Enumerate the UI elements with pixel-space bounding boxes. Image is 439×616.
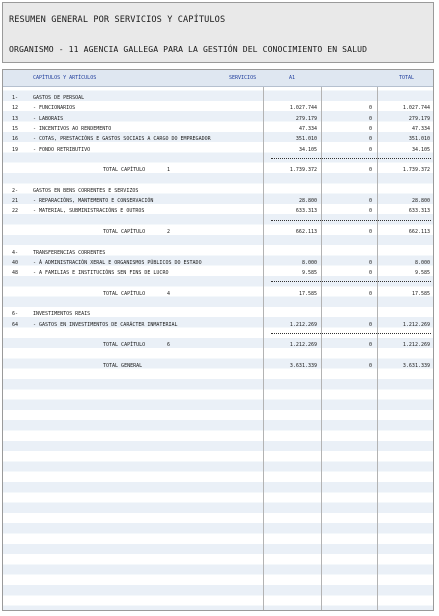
other-value: 0 [368,270,372,277]
row-code: 6- [12,311,19,318]
table-row [3,351,433,361]
a1-value: 1.212.269 [289,321,317,328]
row-description: - REPARACIÓNS, MANTEMENTO E CONSERVACIÓN [33,198,154,204]
a1-value: 8.000 [301,259,317,266]
total-value: 9.585 [414,270,430,277]
col-header-total: TOTAL [399,75,415,81]
a1-value: 34.105 [298,146,317,153]
other-value: 0 [368,342,372,349]
budget-table [2,69,434,611]
table-row [3,217,433,227]
other-value: 0 [368,228,372,235]
subtotal-separator [271,220,431,221]
a1-value: 351.010 [295,136,317,143]
a1-value: 47.334 [298,125,317,132]
a1-value: 1.212.269 [289,342,317,349]
row-description: GASTOS DE PERSOAL [33,95,85,101]
total-row [3,361,433,371]
row-code: 16 [12,136,19,143]
row-description: - GASTOS EN INVESTIMENTOS DE CARÁCTER INMATERIAL [33,321,178,328]
row-description: GASTOS EN BENS CORRENTES E SERVIZOS [33,187,139,194]
row-description: - A FAMILIAS E INSTITUCIÓNS SEN FINS DE LUCRO [33,270,169,277]
table-row [3,278,433,288]
total-value: 47.334 [411,125,430,132]
total-label: TOTAL CAPÍTULO [103,290,146,297]
table-row [3,124,433,134]
table-row [3,93,433,103]
subtotal-separator [271,281,431,282]
table-row [3,330,433,340]
row-code: 19 [12,146,19,153]
row-description: - MATERIAL, SUBMINISTRACIÓNS E OUTROS [33,208,145,215]
other-value: 0 [368,115,372,122]
table-row [3,134,433,144]
total-value: 1.739.372 [402,167,430,174]
a1-value: 662.113 [295,228,317,235]
report-header [2,2,434,63]
other-value: 0 [368,362,372,369]
table-row [3,196,433,206]
other-value: 0 [368,208,372,215]
col-header-servicios: SERVICIOS [229,75,257,81]
subtotal-separator [271,158,431,159]
table-row [3,103,433,113]
row-description: - INCENTIVOS AO RENDEMENTO [33,125,112,132]
table-row [3,186,433,196]
other-value: 0 [368,146,372,153]
a1-value: 1.027.744 [289,105,317,112]
row-description: - FUNCIONARIOS [33,105,76,112]
row-code: 13 [12,115,19,122]
table-row [3,155,433,165]
total-value: 1.212.269 [402,342,430,349]
other-value: 0 [368,136,372,143]
table-row [3,299,433,309]
total-label: TOTAL CAPÍTULO [103,167,146,174]
row-code: 64 [12,321,19,328]
total-label: TOTAL CAPÍTULO [103,228,146,235]
total-value: 279.179 [408,115,430,122]
a1-value: 633.313 [295,208,317,215]
other-value: 0 [368,125,372,132]
table-row [3,320,433,330]
total-value: 28.800 [411,198,430,204]
total-label: TOTAL CAPÍTULO [103,342,146,349]
total-value: 1.212.269 [402,321,430,328]
table-header [3,70,433,87]
table-row [3,258,433,268]
chapter-number: 2 [167,228,171,235]
a1-value: 1.739.372 [289,167,317,174]
row-code: 2- [12,187,19,194]
row-description: - Á ADMINISTRACIÓN XERAL E ORGANISMOS PÚBLICOS DO ESTADO [33,259,202,266]
chapter-number: 6 [167,342,171,349]
total-value: 1.027.744 [402,105,430,112]
row-description: - LABORAIS [33,115,64,122]
table-row [3,206,433,216]
other-value: 0 [368,198,372,204]
row-code: 48 [12,270,19,277]
row-code: 21 [12,198,19,204]
table-row [3,309,433,319]
table-row [3,268,433,278]
total-row [3,340,433,350]
row-description: - FONDO RETRIBUTIVO [33,146,91,153]
total-row [3,289,433,299]
total-value: 17.585 [411,290,430,297]
row-code: 15 [12,125,19,132]
col-header-capitulos: CAPÍTULOS Y ARTÍCULOS [33,75,97,81]
other-value: 0 [368,259,372,266]
other-value: 0 [368,290,372,297]
total-value: 3.631.339 [402,362,430,369]
row-code: 1- [12,95,19,101]
chapter-number: 1 [167,167,171,174]
table-row [3,248,433,258]
table-row [3,145,433,155]
total-row [3,165,433,175]
total-value: 351.010 [408,136,430,143]
row-code: 4- [12,249,19,256]
a1-value: 28.800 [298,198,317,204]
a1-value: 9.585 [301,270,317,277]
total-value: 662.113 [408,228,430,235]
row-code: 12 [12,105,19,112]
a1-value: 279.179 [295,115,317,122]
other-value: 0 [368,105,372,112]
subtotal-separator [271,333,431,334]
chapter-number: 4 [167,290,171,297]
table-row [3,114,433,124]
row-description: INVESTIMENTOS REAIS [33,311,91,318]
table-row [3,237,433,247]
total-value: 34.105 [411,146,430,153]
a1-value: 3.631.339 [289,362,317,369]
organism-title: ORGANISMO - 11 AGENCIA GALLEGA PARA LA GESTIÓN DEL CONOCIMIENTO EN SALUD [9,44,368,54]
table-row [3,175,433,185]
total-value: 633.313 [408,208,430,215]
total-row [3,227,433,237]
total-label: TOTAL GENERAL [103,362,143,369]
report-title: RESUMEN GENERAL POR SERVICIOS Y CAPÍTULOS [9,15,226,25]
row-description: - COTAS, PRESTACIÓNS E GASTOS SOCIAIS A CARGO DO EMPREGADOR [33,136,211,143]
row-code: 22 [12,208,19,215]
col-header-a1: A1 [289,75,296,81]
other-value: 0 [368,321,372,328]
a1-value: 17.585 [298,290,317,297]
row-code: 40 [12,259,19,266]
other-value: 0 [368,167,372,174]
row-description: TRANSFERENCIAS CORRENTES [33,249,106,256]
total-value: 8.000 [414,259,430,266]
